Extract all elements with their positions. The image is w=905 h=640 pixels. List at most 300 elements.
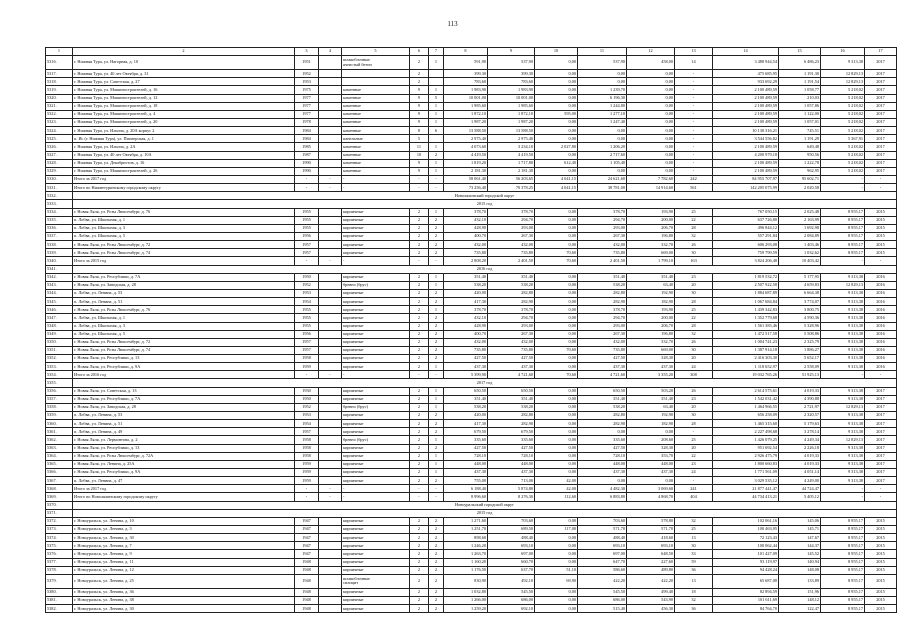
table-cell: 3 069,60 [627, 485, 675, 493]
table-cell [319, 420, 342, 428]
table-cell: 0,00 [535, 118, 578, 126]
table-cell: 2 [429, 477, 444, 485]
table-cell: 2 [410, 314, 429, 322]
table-cell: п. Лобва, ул. Школьная, д. 1 [73, 216, 295, 224]
table-cell: 30 [675, 346, 713, 354]
table-cell: 6 883,80 [578, 493, 627, 501]
table-row [46, 257, 897, 265]
table-cell: 6 [429, 127, 444, 135]
table-cell: 1 [429, 118, 444, 126]
table-cell: 1 277,10 [578, 110, 627, 118]
table-cell: 2015 [865, 517, 897, 525]
table-cell: 200,00 [627, 314, 675, 322]
table-cell: 22 [675, 216, 713, 224]
table-cell: 1985 [295, 143, 319, 151]
table-cell: 2 325,79 [779, 338, 821, 346]
table-cell: 1 800 660,83 [713, 460, 779, 468]
table-cell: 9 313,38 [821, 395, 865, 403]
table-cell: 2 975,40 [488, 135, 535, 143]
table-cell: г. Новоуральск, ул. Ленина, д. 7 [73, 542, 295, 550]
table-cell: - [429, 184, 444, 192]
table-cell: 2 [429, 558, 444, 566]
table-cell: 650,50 [578, 387, 627, 395]
table-cell: г. Нижняя Тура, ул. Машиностроителей, д. 26 [73, 167, 295, 175]
table-cell [319, 452, 342, 460]
column-number-cell: 10 [535, 48, 578, 56]
table-cell: 182,90 [627, 420, 675, 428]
table-cell: 1 819,20 [444, 159, 488, 167]
table-cell: 8 955,17 [821, 526, 865, 534]
table-cell: п. Лобва, ул. Ленина, д. 53 [73, 412, 295, 420]
table-cell [319, 322, 342, 330]
table-cell: 2 [410, 477, 429, 485]
table-cell: 142 205 075,99 [713, 184, 779, 192]
table-cell: 3 278,14 [779, 428, 821, 436]
table-cell: 0,00 [535, 363, 578, 371]
table-cell: 102 061,16 [713, 517, 779, 525]
column-number-row [46, 48, 897, 56]
table-cell: кирпичные [342, 550, 410, 558]
table-cell: 1 [429, 387, 444, 395]
table-cell: г. Нижняя Тура, ул. 40 лет Октября, д. 10А [73, 151, 295, 159]
table-cell: 2016 [865, 322, 897, 330]
table-cell: 1955 [295, 224, 319, 232]
table-cell: 2 416 303,30 [713, 355, 779, 363]
table-cell: 1 [429, 469, 444, 477]
table-cell: 1 [429, 306, 444, 314]
table-cell: 735,80 [578, 346, 627, 354]
table-cell: - [675, 135, 713, 143]
table-cell: 2015 [865, 574, 897, 588]
table-cell: кирпичные [342, 526, 410, 534]
column-number-cell: 5 [342, 48, 410, 56]
table-cell: 898,60 [444, 534, 488, 542]
table-cell: 10 001,00 [444, 94, 488, 102]
table-cell: - [319, 175, 342, 183]
table-cell: 24 [675, 469, 713, 477]
table-cell: 42,00 [535, 477, 578, 485]
table-cell: 2017 [865, 444, 897, 452]
table-cell: - [675, 78, 713, 86]
table-row [46, 363, 897, 371]
table-cell: 422,20 [627, 574, 675, 588]
row-number-cell: 5371. [46, 509, 73, 517]
table-cell: 1 403,46 [779, 241, 821, 249]
table-cell: 728,10 [488, 452, 535, 460]
table-cell: 3 488 944,54 [713, 56, 779, 70]
table-cell: 2 [429, 216, 444, 224]
table-cell: 5372. [46, 517, 73, 525]
section-title-cell: Новоуральский городской округ [73, 501, 897, 509]
table-cell: 332,70 [627, 338, 675, 346]
table-cell: 2 [410, 322, 429, 330]
table-cell: 0,00 [627, 110, 675, 118]
table-cell: 351,40 [627, 395, 675, 403]
table-cell: 1952 [295, 70, 319, 78]
table-cell: 2016 [865, 289, 897, 297]
table-cell: 26 [675, 387, 713, 395]
table-cell: 1947 [295, 526, 319, 534]
table-cell: 9 313,38 [821, 428, 865, 436]
table-cell: 5356. [46, 387, 73, 395]
table-cell: кирпичные [342, 249, 410, 257]
table-cell: 2 027,80 [535, 143, 578, 151]
table-cell: 950,56 [779, 151, 821, 159]
table-cell: 0,00 [535, 517, 578, 525]
table-cell: 332,70 [627, 241, 675, 249]
table-cell: - [675, 151, 713, 159]
table-cell: 8 955,17 [821, 534, 865, 542]
table-cell: 0,00 [535, 534, 578, 542]
table-cell: 1 239,70 [578, 86, 627, 94]
table-row [46, 175, 897, 183]
table-cell: 0,00 [535, 94, 578, 102]
table-cell: 12 829,13 [821, 281, 865, 289]
table-cell: 5330. [46, 175, 73, 183]
table-cell [319, 306, 342, 314]
table-cell: 5339. [46, 249, 73, 257]
table-cell: 32 [675, 330, 713, 338]
table-cell: кирпичные [342, 273, 410, 281]
table-row [46, 477, 897, 485]
table-cell [319, 167, 342, 175]
table-cell: 648,50 [627, 550, 675, 558]
table-row [46, 159, 897, 167]
table-cell: 5329. [46, 167, 73, 175]
table-cell: 1 206,20 [578, 143, 627, 151]
table-cell: 0,00 [535, 224, 578, 232]
table-cell: 5 [429, 94, 444, 102]
table-cell: 2015 [865, 534, 897, 542]
table-cell: 1948 [295, 597, 319, 605]
table-cell: 5324. [46, 127, 73, 135]
table-cell [342, 78, 410, 86]
table-cell: 1 222,78 [779, 159, 821, 167]
table-cell: кирпичные [342, 322, 410, 330]
table-cell: - [295, 485, 319, 493]
table-cell: кирпичные [342, 477, 410, 485]
table-cell: 192,90 [627, 289, 675, 297]
table-cell: 1 884 687,89 [713, 289, 779, 297]
table-cell: 571,70 [627, 526, 675, 534]
table-cell: 0,00 [535, 469, 578, 477]
table-cell [319, 558, 342, 566]
table-cell: 3 544 556,82 [713, 135, 779, 143]
table-cell: 686,00 [488, 597, 535, 605]
table-cell: 437,30 [444, 363, 488, 371]
table-cell: 25 [675, 306, 713, 314]
table-cell [319, 241, 342, 249]
section-title-cell: 2017 год [73, 379, 897, 387]
table-cell: 735,80 [488, 249, 535, 257]
table-cell: 400,70 [444, 330, 488, 338]
table-cell: 2 084,89 [779, 232, 821, 240]
table-cell: 650,50 [444, 387, 488, 395]
table-row [46, 403, 897, 411]
table-cell: 5318. [46, 78, 73, 86]
table-cell: 2016 [865, 338, 897, 346]
table-cell: бревно (брус) [342, 281, 410, 289]
table-cell: 28 [675, 322, 713, 330]
table-cell: 2 558,09 [779, 363, 821, 371]
table-row [46, 241, 897, 249]
table-cell: 101 611,69 [713, 597, 779, 605]
table-cell [319, 273, 342, 281]
table-cell: 1955 [295, 216, 319, 224]
table-cell: 0,00 [535, 395, 578, 403]
row-number-cell: 5370. [46, 501, 73, 509]
table-cell: 25 [675, 208, 713, 216]
table-cell: 1 [429, 56, 444, 70]
table-cell: 2 100 489,59 [713, 143, 779, 151]
section-title-cell: 2015 год [73, 200, 897, 208]
table-cell: 1955 [295, 306, 319, 314]
table-cell: 94 428,24 [713, 566, 779, 574]
table-cell: 5331. [46, 184, 73, 192]
table-cell: 783,60 [444, 78, 488, 86]
table-cell: 30 [675, 542, 713, 550]
table-cell: 9 313,38 [821, 289, 865, 297]
table-cell [319, 281, 342, 289]
table-cell: г. Нижняя Тура, ул. Советская, д. 27 [73, 78, 295, 86]
table-cell [319, 566, 342, 574]
table-cell: кирпичные [342, 558, 410, 566]
table-cell: 8 955,17 [821, 249, 865, 257]
table-cell: 0,00 [535, 558, 578, 566]
table-cell: 1 472 517,58 [713, 330, 779, 338]
table-cell: кирпичные [342, 534, 410, 542]
table-cell: г. Новая Ляля, ул. Заводская, д. 28 [73, 403, 295, 411]
table-cell: 9 [410, 167, 429, 175]
table-cell: 2 [410, 355, 429, 363]
table-cell: 101 427,09 [713, 550, 779, 558]
table-cell [319, 143, 342, 151]
table-cell: 1 122,00 [779, 110, 821, 118]
table-cell: 0,00 [535, 550, 578, 558]
table-cell: 4 073,60 [444, 143, 488, 151]
table-cell: г. Новоуральск, ул. Ленина, д. 10 [73, 517, 295, 525]
table-cell: 2 [410, 597, 429, 605]
table-cell [429, 135, 444, 143]
table-cell: 2017 [865, 159, 897, 167]
table-cell: 606 293,08 [713, 241, 779, 249]
table-cell: п. Лобва, ул. Ленина, д. 47 [73, 477, 295, 485]
table-cell: - [342, 257, 410, 265]
table-cell: 2 [410, 216, 429, 224]
table-cell: 5 218,02 [821, 94, 865, 102]
table-cell: 1958 [295, 444, 319, 452]
table-cell: г. Новая Ляля, ул. Розы Люксембург, д. 72 [73, 241, 295, 249]
table-row [46, 574, 897, 588]
table-cell: 1 118 652,97 [713, 363, 779, 371]
table-cell: - [675, 159, 713, 167]
table-cell [319, 127, 342, 135]
table-cell: 5344. [46, 289, 73, 297]
table-cell: 8 955,17 [821, 597, 865, 605]
table-cell: каменные [342, 118, 410, 126]
table-cell: 5323. [46, 118, 73, 126]
table-cell: 4 482,30 [578, 485, 627, 493]
table-cell: 73 256,40 [444, 184, 488, 192]
table-cell: 9 313,38 [821, 273, 865, 281]
table-row [46, 346, 897, 354]
table-cell: 5340. [46, 257, 73, 265]
table-cell: 2017 [865, 127, 897, 135]
table-cell: 1 886,27 [779, 346, 821, 354]
table-cell: 206,70 [627, 224, 675, 232]
table-cell: 755,00 [444, 477, 488, 485]
table-cell: кирпичные [342, 597, 410, 605]
table-cell: 2017 [865, 436, 897, 444]
table-cell: 13 588,50 [444, 127, 488, 135]
table-cell: г. Нижняя Тура, ул. Машиностроителей, д. 18 [73, 102, 295, 110]
table-cell: 933 692,29 [713, 78, 779, 86]
table-cell: 0,00 [535, 542, 578, 550]
table-cell: 1 271,60 [444, 517, 488, 525]
table-cell: 6 188,40 [444, 485, 488, 493]
table-cell: 163 [675, 257, 713, 265]
table-cell: 2 808,20 [444, 257, 488, 265]
table-cell: 1 [429, 395, 444, 403]
table-cell: 9 [410, 110, 429, 118]
table-cell: 4 659,83 [779, 281, 821, 289]
table-cell: 1 771 561,09 [713, 469, 779, 477]
table-cell: 2 [410, 273, 429, 281]
table-cell: 2 [429, 574, 444, 588]
table-cell: 5361. [46, 428, 73, 436]
table-cell: 24 [675, 363, 713, 371]
table-cell: 5 218,02 [821, 151, 865, 159]
table-cell: 1 [429, 452, 444, 460]
table-cell [319, 588, 342, 596]
table-cell: 63,40 [627, 281, 675, 289]
table-cell: 0,00 [627, 135, 675, 143]
table-cell: 293,00 [488, 322, 535, 330]
table-cell: 378,70 [444, 306, 488, 314]
row-number-cell: 5341. [46, 265, 73, 273]
table-cell: 148,08 [779, 566, 821, 574]
table-cell: 0,00 [535, 330, 578, 338]
table-cell: 2 [410, 403, 429, 411]
table-cell: 0,00 [535, 281, 578, 289]
table-cell: 2 [429, 322, 444, 330]
table-cell: 2 100 489,59 [713, 118, 779, 126]
table-cell: 2 721,97 [779, 403, 821, 411]
table-cell: 294,70 [578, 314, 627, 322]
table-cell: 10 [410, 151, 429, 159]
table-cell [319, 70, 342, 78]
table-cell: 2 [410, 550, 429, 558]
table-cell: 20 [675, 355, 713, 363]
table-cell: г. Новоуральск, ул. Ленина, д. 9 [73, 550, 295, 558]
table-cell: 1 819 532,72 [713, 273, 779, 281]
column-number-cell: 9 [488, 48, 535, 56]
table-cell: 0,00 [627, 78, 675, 86]
table-cell: 427,50 [444, 355, 488, 363]
table-cell: 70,60 [535, 249, 578, 257]
table-cell: кирпичные [342, 420, 410, 428]
table-cell: 1958 [295, 355, 319, 363]
table-cell: - [410, 485, 429, 493]
table-cell: Итого за 2016 год [73, 371, 295, 379]
table-cell [319, 517, 342, 525]
table-cell: 93 119,97 [713, 558, 779, 566]
table-row [46, 558, 897, 566]
table-cell: - [675, 127, 713, 135]
table-row [46, 314, 897, 322]
table-cell: 5337. [46, 232, 73, 240]
table-cell [319, 428, 342, 436]
table-cell: 2 181,30 [488, 167, 535, 175]
table-row [46, 249, 897, 257]
table-cell: 196,80 [627, 330, 675, 338]
table-cell: 5335. [46, 216, 73, 224]
table-cell: 2015 [865, 526, 897, 534]
table-cell: кирпичные [342, 363, 410, 371]
table-cell: 1 191,54 [779, 78, 821, 86]
table-cell: 1958 [295, 436, 319, 444]
table-cell: 591,90 [444, 56, 488, 70]
table-cell: 830,90 [444, 574, 488, 588]
table-cell: кирпичные [342, 542, 410, 550]
table-cell: 1 105,40 [578, 159, 627, 167]
table-cell: 2 226,18 [779, 444, 821, 452]
table-cell: 1956 [295, 330, 319, 338]
table-cell: 351,40 [488, 395, 535, 403]
table-cell: 351,40 [578, 395, 627, 403]
table-row [46, 605, 897, 613]
table-cell: г. Нижняя Тура, ул. Декабристов, д. 16 [73, 159, 295, 167]
table-cell: 735,80 [578, 249, 627, 257]
table-cell: - [865, 485, 897, 493]
table-cell: 1947 [295, 550, 319, 558]
table-row [46, 588, 897, 596]
table-cell: 147,67 [779, 534, 821, 542]
table-cell: 578,80 [627, 517, 675, 525]
table-cell: 0,00 [627, 118, 675, 126]
table-cell: 10 001,00 [488, 94, 535, 102]
table-cell [319, 395, 342, 403]
table-cell [319, 460, 342, 468]
table-cell: 1 [429, 86, 444, 94]
table-cell: Итого за 2017 год [73, 175, 295, 183]
table-cell [319, 224, 342, 232]
table-cell: 267,30 [488, 232, 535, 240]
table-cell: - [675, 167, 713, 175]
table-cell: 0,00 [627, 102, 675, 110]
table-cell: 0,00 [535, 241, 578, 249]
table-cell: 26 [675, 241, 713, 249]
table-cell: 294,70 [578, 216, 627, 224]
table-cell: 70,60 [535, 371, 578, 379]
table-cell: 2 227 498,68 [713, 428, 779, 436]
table-cell: 557 291,84 [713, 232, 779, 240]
table-cell: 2 [429, 289, 444, 297]
table-cell: 537,90 [578, 56, 627, 70]
table-cell: 0,00 [535, 135, 578, 143]
table-cell: 1 [429, 102, 444, 110]
table-cell: кирпичные [342, 338, 410, 346]
table-cell: 1 [429, 159, 444, 167]
table-cell: п. Лобва, ул. Ленина, д. 51 [73, 298, 295, 306]
table-cell: 100 463,95 [713, 526, 779, 534]
table-cell: 5358. [46, 403, 73, 411]
table-cell: 2 [410, 444, 429, 452]
table-cell: 4 041,15 [535, 184, 578, 192]
table-cell: 417,30 [444, 420, 488, 428]
table-row [46, 127, 897, 135]
table-cell: 2 [429, 314, 444, 322]
